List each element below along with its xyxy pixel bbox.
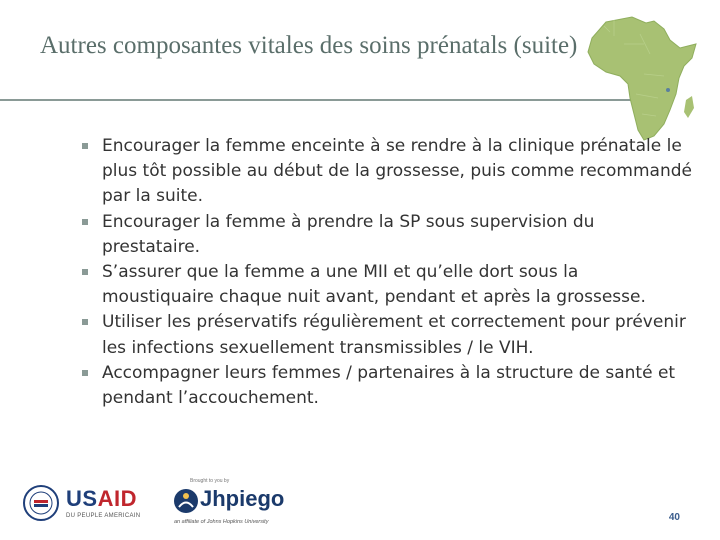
bullet-list (82, 134, 692, 411)
africa-map-icon (584, 14, 704, 144)
page-number: 40 (668, 512, 680, 523)
usaid-logo-text: USAID (66, 486, 137, 511)
jhpiego-brought-by: Brought to you by (190, 478, 230, 484)
bullet-text: Encourager la femme à prendre la SP sous supervision du prestataire. (102, 211, 595, 257)
footer (0, 478, 720, 540)
list-item (82, 260, 692, 310)
list-item (82, 134, 692, 210)
list-item (82, 310, 692, 360)
bullet-text: S’assurer que la femme a une MII et qu’elle dort sous la moustiquaire chaque nuit avant, pendant et après la grossesse. (102, 262, 646, 308)
list-item (82, 361, 692, 411)
usaid-seal-icon (22, 484, 60, 522)
usaid-tagline: DU PEUPLE AMERICAIN (66, 513, 141, 519)
usaid-logo (66, 486, 137, 512)
square-bullet-icon (82, 269, 88, 275)
bullet-text: Encourager la femme enceinte à se rendre à la clinique prénatale le plus tôt possible au début de la grossesse, puis comme recommandé par la suite. (102, 136, 692, 207)
jhpiego-logo: Jhpiego (200, 486, 285, 511)
list-item (82, 210, 692, 260)
square-bullet-icon (82, 143, 88, 149)
square-bullet-icon (82, 319, 88, 325)
square-bullet-icon (82, 219, 88, 225)
bullet-text: Utiliser les préservatifs régulièrement et correctement pour prévenir les infections sexuellement transmissibles / le VIH. (102, 312, 686, 358)
square-bullet-icon (82, 370, 88, 376)
slide-title: Autres composantes vitales des soins prénatals (suite) (40, 32, 578, 59)
title-divider (0, 99, 640, 101)
bullet-text: Accompagner leurs femmes / partenaires à la structure de santé et pendant l’accouchement. (102, 362, 676, 409)
jhpiego-tagline: an affiliate of Johns Hopkins University (174, 519, 269, 525)
jhpiego-mark-icon (172, 487, 200, 515)
